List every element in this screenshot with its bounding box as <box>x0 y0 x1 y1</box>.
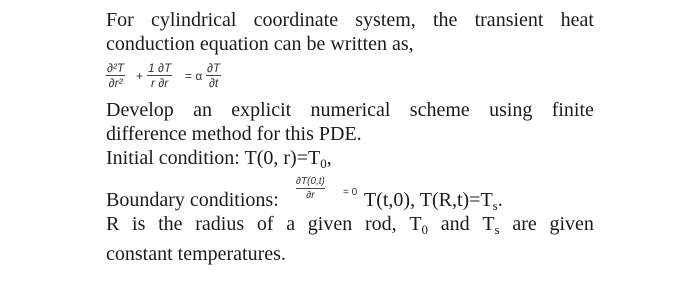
text-line-last: constant temperatures. <box>106 243 286 265</box>
fraction-numerator: ∂T <box>207 61 221 75</box>
subscript: s <box>492 198 498 213</box>
word: radius <box>195 213 245 235</box>
equals-alpha: = α <box>185 69 203 83</box>
word: the <box>432 9 458 31</box>
second-derivative-fraction <box>106 62 125 89</box>
word: R <box>106 213 120 235</box>
text-line-3 <box>106 98 594 122</box>
word: explicit <box>231 99 292 121</box>
punctuation: , <box>326 147 332 169</box>
initial-condition <box>106 146 594 176</box>
fraction-denominator: ∂t <box>209 76 219 90</box>
subscript: s <box>494 222 500 237</box>
boundary-label: Boundary conditions: <box>106 189 279 211</box>
word: a <box>286 213 296 235</box>
subscript: 0 <box>421 222 429 237</box>
word: and <box>440 213 470 235</box>
symbol: T <box>482 213 495 235</box>
word: Develop <box>106 99 174 121</box>
fraction-numerator: ∂T(0,t) <box>296 176 325 187</box>
boundary-values-text: T(t,0), T(R,t)=T <box>364 189 493 211</box>
equals-zero: = 0 <box>343 187 358 198</box>
punctuation: . <box>497 189 503 211</box>
word: given <box>549 213 594 235</box>
word: are <box>512 213 537 235</box>
subscript: 0 <box>320 156 327 171</box>
word: an <box>193 99 212 121</box>
word: using <box>489 99 533 121</box>
boundary-values <box>364 188 503 218</box>
word: is <box>132 213 146 235</box>
fraction-denominator: r ∂r <box>151 76 169 90</box>
fraction-denominator: ∂r <box>306 190 315 201</box>
word: rod, <box>364 213 397 235</box>
word: of <box>256 213 274 235</box>
time-derivative-fraction <box>206 62 221 89</box>
text-line-radius <box>106 212 594 242</box>
first-derivative-fraction <box>147 62 172 89</box>
text-line-1 <box>106 8 594 32</box>
plus-operator: + <box>136 69 144 83</box>
initial-condition-text: Initial condition: T(0, r)=T <box>106 147 321 169</box>
word: scheme <box>409 99 470 121</box>
word: numerical <box>310 99 391 121</box>
word: For <box>106 9 134 31</box>
word: finite <box>551 99 594 121</box>
word: transient <box>474 9 544 31</box>
word: system, <box>355 9 416 31</box>
fraction-numerator: 1 ∂T <box>148 61 172 75</box>
word: given <box>307 213 353 235</box>
word: cylindrical <box>150 9 237 31</box>
problem-statement <box>106 8 594 266</box>
text-line-2: conduction equation can be written as, <box>106 33 414 55</box>
word: the <box>158 213 183 235</box>
text-line-4: difference method for this PDE. <box>106 123 362 145</box>
word: heat <box>560 9 594 31</box>
fraction-denominator: ∂r² <box>108 76 123 90</box>
heat-equation <box>106 56 594 98</box>
boundary-conditions <box>106 176 594 212</box>
fraction-bar <box>296 188 325 189</box>
symbol: T <box>409 213 422 235</box>
boundary-derivative-fraction <box>296 176 325 201</box>
word: coordinate <box>253 9 339 31</box>
fraction-numerator: ∂²T <box>107 61 125 75</box>
